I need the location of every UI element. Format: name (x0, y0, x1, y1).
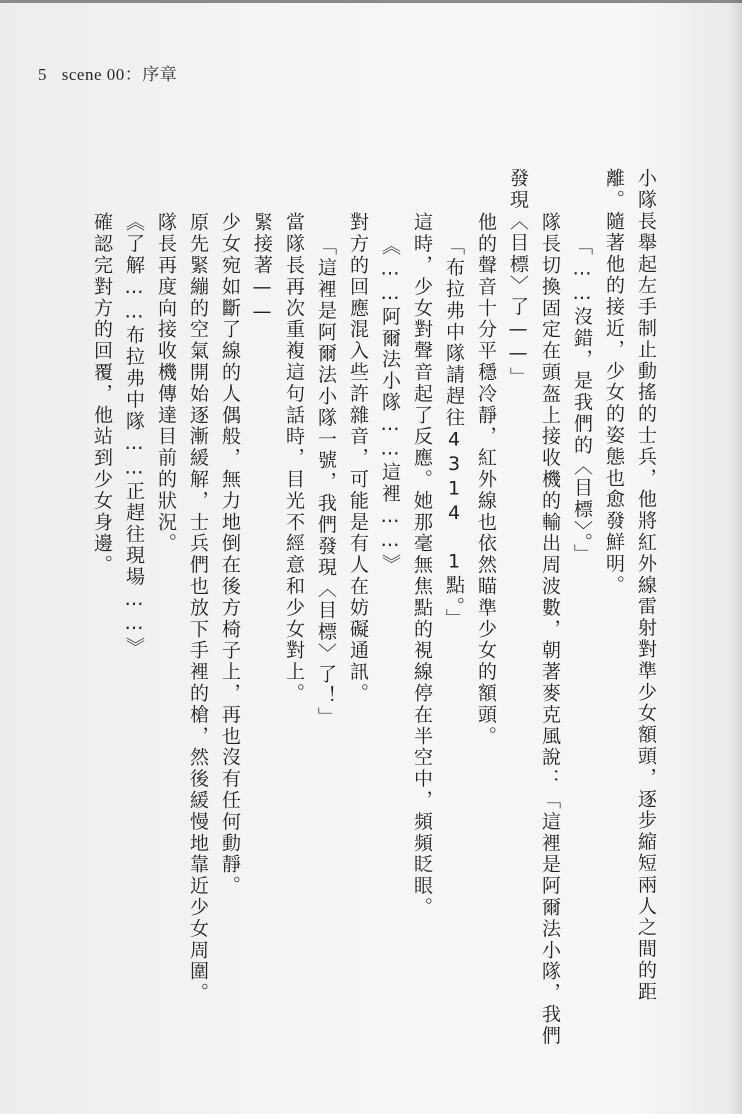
text-column-6: 他的聲音十分平穩冷靜，紅外線也依然瞄準少女的額頭。 (475, 212, 497, 747)
text-column-15: 原先緊繃的空氣開始逐漸緩解，士兵們也放下手裡的槍，然後緩慢地靠近少女周圍。 (187, 212, 209, 1004)
text-column-14: 少女宛如斷了線的人偶般，無力地倒在後方椅子上，再也沒有任何動靜。 (219, 212, 241, 897)
text-column-17: 《了解……布拉弗中隊……正趕往現場……》 (123, 212, 145, 658)
chapter-title: scene 00：序章 (61, 65, 178, 84)
text-column-10: 對方的回應混入些許雜音，可能是有人在妨礙通訊。 (347, 212, 369, 705)
text-column-2: 離。隨著他的接近，少女的姿態也愈發鮮明。 (603, 168, 625, 596)
text-column-8: 這時，少女對聲音起了反應。她那毫無焦點的視線停在半空中，頻頻眨眼。 (411, 212, 433, 919)
page-top-edge (0, 0, 742, 3)
text-column-16: 隊長再度向接收機傳達目前的狀況。 (155, 212, 177, 555)
page-gutter-shadow (728, 0, 742, 1114)
text-column-1: 小隊長舉起左手制止動搖的士兵，他將紅外線雷射對準少女額頭，逐步縮短兩人之間的距 (635, 168, 657, 1003)
text-column-4: 隊長切換固定在頭盔上接收機的輸出周波數，朝著麥克風說：「這裡是阿爾法小隊，我們 (539, 212, 561, 1047)
running-header (38, 60, 177, 85)
text-column-3: 「……沒錯，是我們的〈目標〉。」 (571, 236, 593, 566)
page-number: 5 (38, 65, 47, 84)
text-column-7: 「布拉弗中隊請趕往4314 1點。」 (443, 236, 465, 630)
text-column-11: 「這裡是阿爾法小隊一號，我們發現〈目標〉了！」 (315, 236, 337, 729)
text-column-12: 當隊長再次重複這句話時，目光不經意和少女對上。 (283, 212, 305, 705)
text-column-5: 發現〈目標〉了——」 (507, 168, 529, 388)
text-column-13: 緊接著—— (251, 212, 273, 325)
text-column-18: 確認完對方的回覆，他站到少女身邊。 (91, 212, 113, 576)
text-column-9: 《……阿爾法小隊……這裡……》 (379, 236, 401, 575)
